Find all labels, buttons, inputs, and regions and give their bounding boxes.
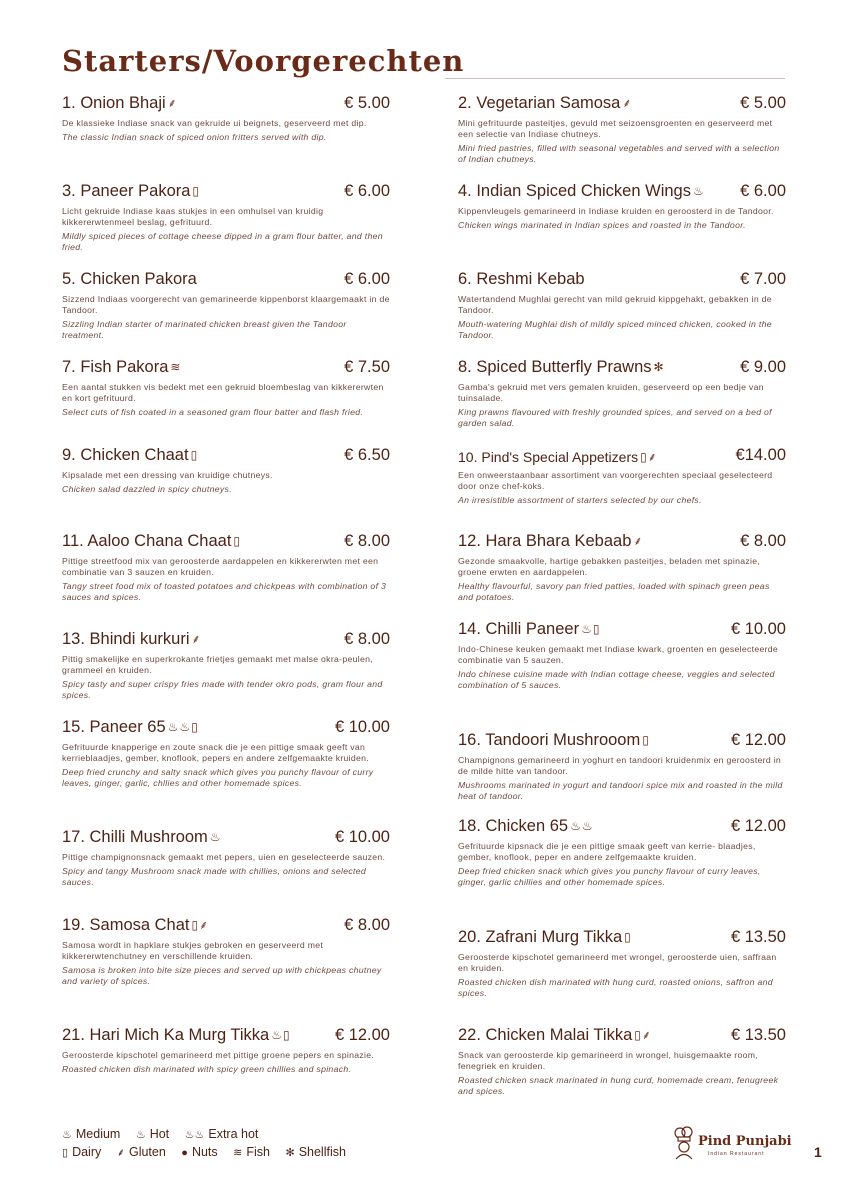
page-title: Starters/Voorgerechten xyxy=(62,44,465,78)
menu-item-price: € 5.00 xyxy=(344,94,390,112)
menu-item-description-nl: Gefrituurde kipsnack die je een pittige smaak geeft van kerrie- blaadjes, gember, knoflook, peper en andere zelfgemaakte kruiden. xyxy=(458,841,756,862)
menu-item-header xyxy=(458,928,786,950)
legend-label-medium: Medium xyxy=(75,1127,121,1141)
menu-item-name xyxy=(458,94,632,113)
menu-item-header xyxy=(62,630,390,652)
menu-item-title: 11. Aaloo Chana Chaat xyxy=(62,532,232,550)
dietary-icons: ⸙ xyxy=(191,632,202,646)
menu-item-name xyxy=(458,358,665,377)
menu-item-header xyxy=(62,1026,390,1048)
chef-icon xyxy=(672,1126,696,1160)
menu-item xyxy=(62,358,390,418)
dietary-icons: ♨♨▯ xyxy=(167,720,199,734)
dietary-icons: ≋ xyxy=(170,360,182,374)
menu-item-description-nl: Een onweerstaanbaar assortiment van voorgerechten speciaal geselecteerd door onze chef-koks. xyxy=(458,470,773,491)
menu-item xyxy=(458,270,786,341)
menu-item-header xyxy=(458,532,786,554)
menu-item-description-en: Roasted chicken dish marinated with spicy green chillies and spinach. xyxy=(62,1064,352,1074)
dietary-icons: ⸙ xyxy=(622,96,633,110)
menu-item-description-en: Spicy tasty and super crispy fries made with tender okro pods, gram flour and spices. xyxy=(62,679,383,700)
menu-item-price: € 8.00 xyxy=(344,532,390,550)
menu-item xyxy=(458,532,786,603)
menu-item-header xyxy=(62,270,390,292)
menu-item-name xyxy=(458,532,643,551)
menu-item xyxy=(62,828,390,888)
nut-icon: ● xyxy=(181,1147,188,1159)
menu-item xyxy=(62,916,390,987)
menu-item-header xyxy=(458,817,786,839)
legend-label-nuts: Nuts xyxy=(191,1145,218,1159)
chili-icon: ♨ xyxy=(135,1129,146,1141)
menu-item-header xyxy=(62,94,390,116)
menu-item-description-en: Indo chinese cuisine made with Indian cottage cheese, veggies and selected combination of 5 sauces. xyxy=(458,669,775,690)
menu-item xyxy=(62,532,390,603)
menu-item-title: 22. Chicken Malai Tikka xyxy=(458,1026,633,1044)
menu-item-description-nl: Pittige champignonsnack gemaakt met pepers, uien en geselecteerde sauzen. xyxy=(62,852,386,862)
menu-item-description-en: An irresistible assortment of starters selected by our chefs. xyxy=(458,495,702,505)
menu-item xyxy=(458,928,786,999)
menu-item-price: €14.00 xyxy=(735,446,786,464)
menu-item-header xyxy=(62,532,390,554)
dietary-icons: ▯ xyxy=(624,930,632,944)
menu-item-title: 9. Chicken Chaat xyxy=(62,446,189,464)
dairy-icon: ▯ xyxy=(62,1147,69,1159)
menu-item-description-nl: Champignons gemarineerd in yoghurt en tandoori kruidenmix en geroosterd in de milde hitte van tandoor. xyxy=(458,755,782,776)
menu-item-title: 20. Zafrani Murg Tikka xyxy=(458,928,623,946)
menu-item-name xyxy=(62,1026,291,1045)
menu-item-price: € 8.00 xyxy=(740,532,786,550)
dietary-icons: ♨▯ xyxy=(271,1028,291,1042)
menu-item-header xyxy=(62,358,390,380)
menu-item-price: € 7.00 xyxy=(740,270,786,288)
menu-item-header xyxy=(458,446,786,468)
menu-item-price: € 8.00 xyxy=(344,916,390,934)
menu-item-title: 18. Chicken 65 xyxy=(458,817,569,835)
menu-item-price: € 8.00 xyxy=(344,630,390,648)
menu-item-description-en: Spicy and tangy Mushroom snack made with chillies, onions and selected sauces. xyxy=(62,866,366,887)
menu-item-description-en: Samosa is broken into bite size pieces and served up with chickpeas chutney and variety of spices. xyxy=(62,965,382,986)
menu-item xyxy=(62,94,390,143)
menu-item-title: 16. Tandoori Mushrooom xyxy=(458,731,641,749)
page-number: 1 xyxy=(814,1144,822,1160)
menu-item-description-nl: Kipsalade met een dressing van kruidige chutneys. xyxy=(62,470,273,480)
menu-item-header xyxy=(458,182,786,204)
menu-item-price: € 7.50 xyxy=(344,358,390,376)
logo-name: Pind Punjabi xyxy=(698,1134,792,1149)
menu-item-description-en: Sizzling Indian starter of marinated chicken breast given the Tandoor treatment. xyxy=(62,319,347,340)
dietary-icons: ⸙ xyxy=(167,96,178,110)
menu-item-price: € 6.00 xyxy=(344,270,390,288)
menu-item-name xyxy=(458,182,705,201)
menu-item-description-nl: Een aantal stukken vis bedekt met een gekruid bloembeslag van kikkererwten en kort gefrituurd. xyxy=(62,382,384,403)
dietary-icons: ▯ xyxy=(192,184,201,198)
menu-item xyxy=(458,446,786,506)
menu-item-name xyxy=(458,620,600,639)
menu-item-header xyxy=(62,446,390,468)
menu-item-header xyxy=(62,916,390,938)
menu-item-header xyxy=(458,1026,786,1048)
menu-item-description-en: Deep fried crunchy and salty snack which gives you punchy flavour of curry leaves, ginger, garlic, chllies and other homemade spices. xyxy=(62,767,374,788)
menu-item-price: € 9.00 xyxy=(740,358,786,376)
menu-item-title: 2. Vegetarian Samosa xyxy=(458,94,621,112)
menu-item xyxy=(458,620,786,691)
menu-item-header xyxy=(458,270,786,292)
menu-item-description-nl: Kippenvleugels gemarineerd in Indiase kruiden en geroosterd in de Tandoor. xyxy=(458,206,774,216)
menu-item-title: 21. Hari Mich Ka Murg Tikka xyxy=(62,1026,270,1044)
menu-item-title: 12. Hara Bhara Kebaab xyxy=(458,532,632,550)
menu-item-description-nl: Licht gekruide Indiase kaas stukjes in een omhulsel van kruidig kikkererwtenmeel beslag, gefrituurd. xyxy=(62,206,324,227)
menu-item-description-en: Mildly spiced pieces of cottage cheese dipped in a gram flour batter, and then fried. xyxy=(62,231,383,252)
dietary-icons: ▯⸙ xyxy=(634,1028,652,1042)
menu-item-title: 4. Indian Spiced Chicken Wings xyxy=(458,182,691,200)
menu-item-name xyxy=(458,817,594,836)
menu-item-title: 1. Onion Bhaji xyxy=(62,94,166,112)
dietary-icons: ⸙ xyxy=(633,534,644,548)
menu-item-name xyxy=(62,182,200,201)
menu-item-description-nl: Mini gefrituurde pasteitjes, gevuld met seizoensgroenten en geserveerd met een selectie van Indiase chutneys. xyxy=(458,118,773,139)
dietary-icons: ▯⸙ xyxy=(191,918,210,932)
menu-item-name xyxy=(458,928,632,947)
menu-item-description-nl: Samosa wordt in hapklare stukjes gebroken en geserveerd met kikkererwtenchutney en verschillende kruiden. xyxy=(62,940,324,961)
menu-item xyxy=(62,270,390,341)
legend-row-allergens xyxy=(62,1145,358,1160)
chili-double-icon: ♨♨ xyxy=(184,1129,205,1141)
menu-item-description-en: Chicken salad dazzled in spicy chutneys. xyxy=(62,484,232,494)
menu-item-name xyxy=(62,270,199,289)
menu-item-description-en: Tangy street food mix of toasted potatoes and chickpeas with combination of 3 sauces and spices. xyxy=(62,581,387,602)
menu-item-title: 10. Pind's Special Appetizers xyxy=(458,449,639,465)
menu-item-header xyxy=(62,182,390,204)
dietary-icons: ✻ xyxy=(653,360,665,374)
menu-item xyxy=(62,182,390,253)
menu-item-title: 13. Bhindi kurkuri xyxy=(62,630,190,648)
menu-item-name xyxy=(458,731,650,750)
menu-item-price: € 12.00 xyxy=(730,817,786,835)
menu-item-price: € 10.00 xyxy=(334,828,390,846)
menu-item-name xyxy=(62,718,199,737)
wheat-icon: ⸙ xyxy=(116,1147,125,1159)
menu-item xyxy=(458,94,786,165)
menu-item-description-en: Mouth-watering Mughlai dish of mildly spiced minced chicken, cooked in the Tandoor. xyxy=(458,319,772,340)
menu-item-description-en: Select cuts of fish coated in a seasoned gram flour batter and flash fried. xyxy=(62,407,364,417)
dietary-icons: ▯ xyxy=(642,733,650,747)
menu-item-description-en: Mini fried pastries, filled with seasonal vegetables and served with a selection of Indian chutneys. xyxy=(458,143,780,164)
legend-label-dairy: Dairy xyxy=(72,1145,102,1159)
menu-item-description-en: Deep fried chicken snack which gives you punchy flavour of curry leaves, ginger, garlic chillies and other homemade spices. xyxy=(458,866,761,887)
menu-item-description-nl: Watertandend Mughlai gerecht van mild gekruid kippgehakt, gebakken in de Tandoor. xyxy=(458,294,772,315)
menu-item xyxy=(62,1026,390,1075)
menu-item xyxy=(62,630,390,701)
menu-item-name xyxy=(62,358,181,377)
chili-icon: ♨ xyxy=(62,1129,72,1141)
menu-item-price: € 5.00 xyxy=(740,94,786,112)
menu-item-description-en: Roasted chicken snack marinated in hung curd, homemade cream, fenugreek and spices. xyxy=(458,1075,779,1096)
restaurant-logo xyxy=(672,1126,790,1162)
legend-label-hot: Hot xyxy=(149,1127,170,1141)
menu-item-name xyxy=(62,828,222,847)
menu-item-price: € 10.00 xyxy=(334,718,390,736)
menu-item-name xyxy=(62,630,202,649)
menu-item-description-nl: Gefrituurde knapperige en zoute snack die je een pittige smaak geeft van kerrieblaadjes, gember, knoflook, pepers en andere zelfgemaakte kruiden. xyxy=(62,742,370,763)
menu-item-description-nl: Sizzend Indiaas voorgerecht van gemarineerde kippenborst klaargemaakt in de Tandoor. xyxy=(62,294,390,315)
menu-item-name xyxy=(458,448,658,465)
legend-label-shellfish: Shellfish xyxy=(298,1145,346,1159)
menu-item-title: 7. Fish Pakora xyxy=(62,358,169,376)
legend-label-extra-hot: Extra hot xyxy=(208,1127,259,1141)
menu-item-header xyxy=(62,718,390,740)
dietary-icons: ♨ xyxy=(692,184,705,198)
menu-item-description-nl: Gamba's gekruid met vers gemalen kruiden, geserveerd op een bedje van tuinsalade. xyxy=(458,382,764,403)
fish-icon: ≋ xyxy=(233,1147,243,1159)
menu-item xyxy=(62,446,390,495)
menu-item xyxy=(458,817,786,888)
logo-subtitle: Indian Restaurant xyxy=(708,1151,765,1157)
menu-item-price: € 13.50 xyxy=(730,928,786,946)
menu-item-name xyxy=(62,446,198,465)
menu-item-header xyxy=(458,731,786,753)
menu-item-description-nl: Geroosterde kipschotel gemarineerd met wrongel, geroosterde uien, saffraan en kruiden. xyxy=(458,952,777,973)
dietary-icons: ▯ xyxy=(233,534,242,548)
dietary-icons: ▯ xyxy=(190,448,199,462)
menu-item xyxy=(458,358,786,429)
menu-item-description-nl: De klassieke Indiase snack van gekruide ui beignets, geserveerd met dip. xyxy=(62,118,367,128)
menu-item xyxy=(458,182,786,231)
menu-item-title: 15. Paneer 65 xyxy=(62,718,166,736)
menu-item-description-nl: Indo-Chinese keuken gemaakt met Indiase kwark, groenten en geselecteerde combinatie van 5 sauzen. xyxy=(458,644,779,665)
menu-item-description-en: Chicken wings marinated in Indian spices and roasted in the Tandoor. xyxy=(458,220,746,230)
legend-label-fish: Fish xyxy=(246,1145,270,1159)
menu-item-title: 14. Chilli Paneer xyxy=(458,620,580,638)
menu-item-header xyxy=(458,94,786,116)
menu-item-description-en: Roasted chicken dish marinated with hung curd, roasted onions, saffron and spices. xyxy=(458,977,773,998)
menu-item-name xyxy=(458,270,587,289)
menu-item-header xyxy=(458,358,786,380)
menu-item-price: € 12.00 xyxy=(730,731,786,749)
menu-item-name xyxy=(458,1026,652,1045)
menu-item-description-en: King prawns flavoured with freshly grounded spices, and served on a bed of garden salad. xyxy=(458,407,772,428)
menu-item-description-nl: Pittig smakelijke en superkrokante frietjes gemaakt met malse okra-peulen, grammeel en kruiden. xyxy=(62,654,373,675)
menu-item-description-nl: Snack van geroosterde kip gemarineerd in wrongel, huisgemaakte room, fenegriek en kruiden. xyxy=(458,1050,758,1071)
menu-item-title: 5. Chicken Pakora xyxy=(62,270,197,288)
dietary-icons: ♨♨ xyxy=(570,819,594,833)
menu-item xyxy=(458,1026,786,1097)
menu-item xyxy=(62,718,390,789)
menu-item-description-en: The classic Indian snack of spiced onion fritters served with dip. xyxy=(62,132,327,142)
menu-item-description-en: Healthy flavourful, savory pan fried patties, loaded with spinach green peas and potatoes. xyxy=(458,581,770,602)
menu-item-price: € 12.00 xyxy=(334,1026,390,1044)
menu-item xyxy=(458,731,786,802)
shrimp-icon: ✻ xyxy=(285,1147,295,1159)
menu-item-header xyxy=(458,620,786,642)
menu-item-title: 6. Reshmi Kebab xyxy=(458,270,585,288)
menu-item-description-nl: Pittige streetfood mix van geroosterde aardappelen en kikkererwten met een combinatie van 3 sauzen en kruiden. xyxy=(62,556,379,577)
menu-item-price: € 6.50 xyxy=(344,446,390,464)
menu-item-title: 8. Spiced Butterfly Prawns xyxy=(458,358,652,376)
menu-item-price: € 6.00 xyxy=(344,182,390,200)
dietary-icons: ▯⸙ xyxy=(640,450,658,464)
menu-item-title: 3. Paneer Pakora xyxy=(62,182,191,200)
menu-item-name xyxy=(62,94,178,113)
menu-item-price: € 10.00 xyxy=(730,620,786,638)
dietary-icons: ♨ xyxy=(209,830,222,844)
menu-item-price: € 6.00 xyxy=(740,182,786,200)
menu-item-name xyxy=(62,532,241,551)
menu-item-description-en: Mushrooms marinated in yogurt and tandoori spice mix and roasted in the mild heat of tandoor. xyxy=(458,780,783,801)
legend-label-gluten: Gluten xyxy=(128,1145,166,1159)
menu-item-title: 19. Samosa Chat xyxy=(62,916,190,934)
legend-row-spice xyxy=(62,1127,270,1141)
dietary-icons: ♨▯ xyxy=(581,622,601,636)
menu-item-title: 17. Chilli Mushroom xyxy=(62,828,208,846)
menu-item-description-nl: Geroosterde kipschotel gemarineerd met pittige groene pepers en spinazie. xyxy=(62,1050,375,1060)
menu-item-name xyxy=(62,916,209,935)
menu-item-header xyxy=(62,828,390,850)
title-divider xyxy=(445,78,785,79)
menu-item-description-nl: Gezonde smaakvolle, hartige gebakken pasteitjes, beladen met spinazie, groene erwten en aardappelen. xyxy=(458,556,761,577)
menu-item-price: € 13.50 xyxy=(730,1026,786,1044)
